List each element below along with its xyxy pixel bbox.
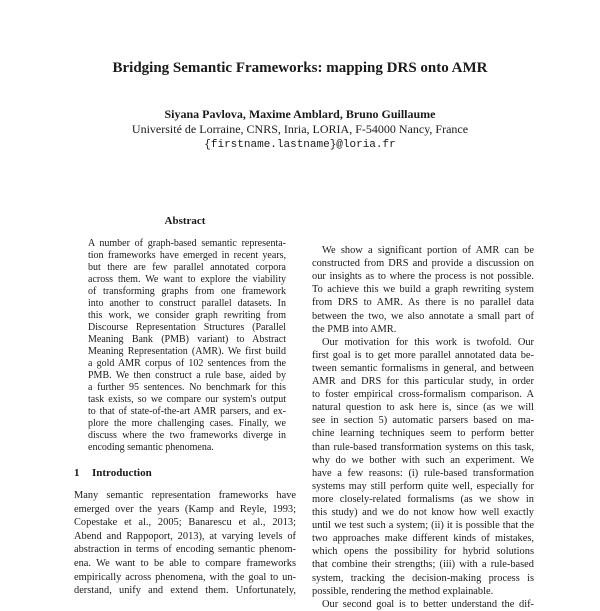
abstract-line: but there are few parallel annotated corpora: [88, 262, 286, 273]
body-line: this study) and we do not know how well exactly: [312, 507, 534, 518]
abstract-line: tion frameworks have emerged in recent years,: [88, 250, 286, 261]
abstract-line: task exists, so we compare our system's output: [88, 394, 286, 405]
body-line: ena. We want to be able to compare frameworks: [74, 558, 296, 569]
abstract-line: discuss where the two frameworks diverge in: [88, 430, 286, 441]
body-line: Our motivation for this work is twofold. Our: [322, 336, 534, 348]
body-line: Abend and Rappoport, 2013), at varying levels of: [74, 530, 296, 542]
body-line: why do we bother with such an experiment. We: [312, 454, 534, 466]
body-line: two approaches make different kinds of mistakes,: [312, 533, 534, 545]
abstract-line: Meaning Bank (PMB) variant) to Abstract: [88, 334, 286, 345]
section-heading-introduction: [74, 467, 152, 479]
abstract-line: this work, we consider graph rewriting from: [88, 310, 286, 321]
body-line: possible, rendering the method explainable.: [312, 585, 494, 597]
body-line: than rule-based transformation systems on this task,: [312, 441, 534, 453]
body-line: abstraction in terms of encoding semantic phenom-: [74, 544, 296, 556]
abstract-line: across them. We want to explore the viability: [88, 274, 286, 285]
paper-title: Bridging Semantic Frameworks: mapping DRS onto AMR: [112, 60, 488, 76]
body-line: systems may still perform quite well, especially for: [312, 480, 534, 492]
body-line: empirically across phenomena, with the goal to un-: [74, 571, 296, 583]
section-number: 1: [74, 467, 80, 479]
body-line: derstand, unify and extend them. Unfortunately,: [74, 585, 296, 597]
body-line: see in section 5) automatic parsers based on ma-: [312, 415, 534, 427]
abstract-line: of transforming graphs from one framework: [88, 286, 286, 297]
body-line: Many semantic representation frameworks have: [74, 490, 296, 501]
abstract-line: to that of state-of-the-art AMR parsers, and ex-: [88, 406, 286, 417]
body-line: tween semantic formalisms in general, and between: [312, 362, 534, 374]
body-line: that combine their strengths; (iii) with a rule-based: [312, 559, 534, 571]
paper-affiliation: Université de Lorraine, CNRS, Inria, LORIA, F-54000 Nancy, France: [131, 122, 469, 136]
body-line: AMR and DRS for this particular study, in order: [312, 376, 534, 387]
body-line: chine learning techniques seem to perform better: [312, 428, 534, 440]
body-line: from DRS to AMR. As there is no parallel data: [312, 297, 534, 309]
abstract-line: a gold AMR corpus of 102 sentences from the: [88, 358, 286, 369]
body-line: first goal is to get more parallel annotated data be-: [312, 349, 534, 361]
abstract-line: encoding semantic phenomena.: [88, 442, 214, 453]
body-line: emerged over the years (Kamp and Reyle, 1993;: [74, 503, 296, 515]
abstract-line: Meaning Representation (AMR). We first build: [88, 346, 286, 357]
body-line: Our second goal is to better understand the dif-: [322, 598, 534, 610]
body-line: To achieve this we build a graph rewriting system: [312, 284, 534, 296]
body-line: We show a significant portion of AMR can be: [322, 245, 534, 256]
body-line: to foster empirical cross-formalism comparison. A: [312, 389, 534, 401]
body-line: system, tracking the decision-making process is: [312, 572, 534, 584]
abstract-line: PMB. We then construct a rule base, aided by: [88, 370, 286, 381]
section-title: Introduction: [92, 467, 152, 479]
body-line: have a few reasons: (i) rule-based transformation: [312, 467, 534, 479]
body-line: between the two, we also annotate a small part of: [312, 310, 534, 322]
body-line: more closely-related formalisms (as we show in: [312, 493, 534, 505]
abstract-line: A number of graph-based semantic representa-: [88, 238, 286, 249]
abstract-line: Discourse Representation Structures (Parallel: [88, 322, 286, 333]
body-line: constructed from DRS and provide a discussion on: [312, 258, 534, 270]
abstract-line: a further 95 sentences. No benchmark for this: [88, 382, 286, 393]
body-line: our insights as to where the process is not possible.: [312, 271, 534, 283]
abstract-heading: Abstract: [164, 215, 206, 227]
abstract-line: into another to construct parallel datasets. In: [88, 298, 286, 309]
body-line: which opens the possibility for hybrid solutions: [312, 546, 534, 558]
body-line: Copestake et al., 2005; Banarescu et al., 2013;: [74, 517, 296, 529]
body-line: the PMB into AMR.: [312, 323, 397, 335]
paper-email: {firstname.lastname}@loria.fr: [204, 139, 396, 151]
body-line: natural question to ask here is, since (as we will: [312, 402, 534, 414]
body-line: until we test such a system; (ii) it is possible that the: [312, 520, 534, 532]
abstract-line: plore the more challenging cases. Finally, we: [88, 418, 286, 429]
paper-authors: Siyana Pavlova, Maxime Amblard, Bruno Guillaume: [164, 107, 436, 121]
